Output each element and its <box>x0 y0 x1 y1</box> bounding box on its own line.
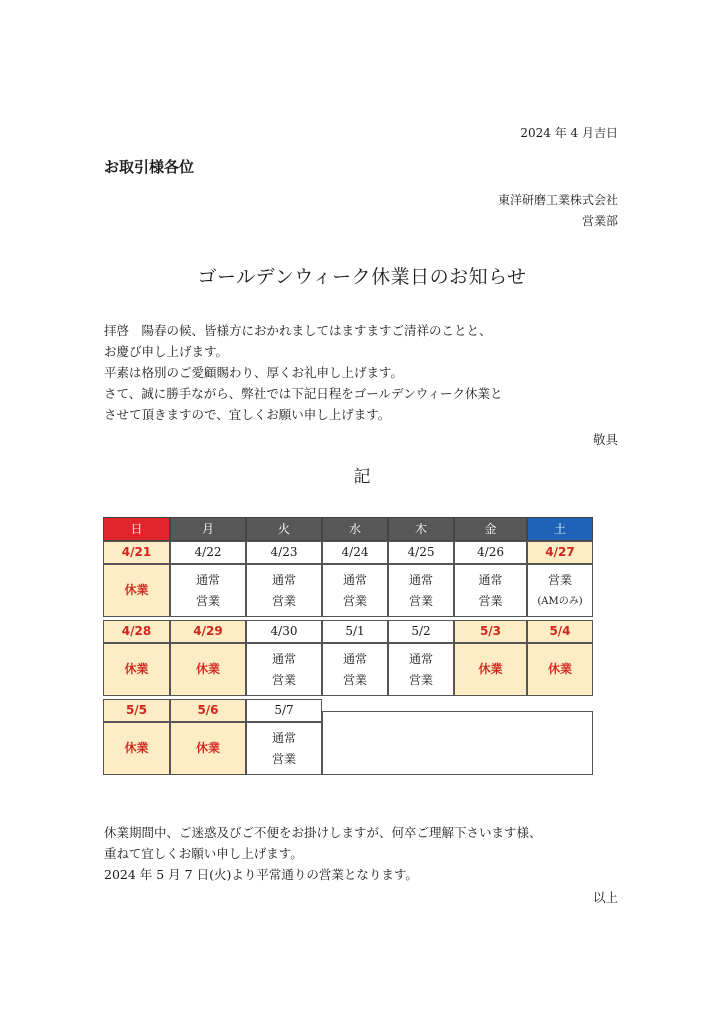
footer-line: 重ねて宜しくお願い申し上げます。 <box>104 846 303 861</box>
status-cell <box>527 564 593 617</box>
weekday-header: 日 <box>103 517 170 541</box>
date-cell: 5/1 <box>322 620 388 643</box>
footer-line: 2024 年 5 月 7 日(火)より平常通りの営業となります。 <box>104 867 418 882</box>
footer-line: 休業期間中、ご迷惑及びご不便をお掛けしますが、何卒ご理解下さいます様、 <box>104 825 542 840</box>
date-cell: 4/30 <box>246 620 322 643</box>
date-cell: 4/28 <box>103 620 170 643</box>
closing-keigu: 敬具 <box>592 432 618 447</box>
closing-ijou: 以上 <box>592 890 618 905</box>
status-cell: 休業 <box>170 722 246 775</box>
date-cell: 5/4 <box>527 620 593 643</box>
date-cell: 4/27 <box>527 541 593 564</box>
status-cell: 通常 営業 <box>246 643 322 696</box>
date-cell: 4/29 <box>170 620 246 643</box>
date-cell: 4/23 <box>246 541 322 564</box>
status-cell: 通常 営業 <box>388 643 454 696</box>
status-cell: 通常 営業 <box>322 643 388 696</box>
company-name: 東洋研磨工業株式会社 <box>497 193 618 207</box>
date-cell: 5/3 <box>454 620 527 643</box>
date-cell: 5/2 <box>388 620 454 643</box>
weekday-header: 木 <box>388 517 454 541</box>
status-cell: 通常 営業 <box>246 564 322 617</box>
weekday-header: 水 <box>322 517 388 541</box>
status-cell: 休業 <box>103 722 170 775</box>
status-cell: 通常 営業 <box>170 564 246 617</box>
status-cell: 通常 営業 <box>454 564 527 617</box>
recipient-line: お取引様各位 <box>104 158 195 176</box>
status-cell: 休業 <box>170 643 246 696</box>
date-cell: 4/21 <box>103 541 170 564</box>
status-cell: 通常 営業 <box>388 564 454 617</box>
notice-title: ゴールデンウィーク休業日のお知らせ <box>197 266 527 288</box>
body-line: お慶び申し上げます。 <box>104 344 229 359</box>
holiday-calendar <box>103 517 593 777</box>
sender-block <box>498 190 618 232</box>
body-line: さて、誠に勝手ながら、弊社では下記日程をゴールデンウィーク休業と <box>104 386 503 401</box>
body-line: 拝啓 陽春の候、皆様方におかれましてはますますご清祥のことと、 <box>104 323 492 338</box>
body-text <box>104 320 503 425</box>
date-cell: 5/5 <box>103 699 170 722</box>
status-text: 営業 <box>547 572 572 587</box>
status-cell: 休業 <box>454 643 527 696</box>
status-cell: 通常 営業 <box>322 564 388 617</box>
status-cell: 通常 営業 <box>246 722 322 775</box>
footer-text <box>104 822 542 885</box>
date-cell: 4/24 <box>322 541 388 564</box>
status-note: (AMのみ) <box>537 595 583 607</box>
date-cell: 5/6 <box>170 699 246 722</box>
date-cell: 4/25 <box>388 541 454 564</box>
empty-calendar-area <box>322 711 593 775</box>
weekday-header: 土 <box>527 517 593 541</box>
status-cell: 休業 <box>103 643 170 696</box>
weekday-header: 月 <box>170 517 246 541</box>
weekday-header: 火 <box>246 517 322 541</box>
document-date: 2024 年 4 月吉日 <box>520 126 618 140</box>
weekday-header: 金 <box>454 517 527 541</box>
status-cell: 休業 <box>527 643 593 696</box>
date-cell: 4/26 <box>454 541 527 564</box>
ki-heading: 記 <box>353 467 371 487</box>
department-name: 営業部 <box>581 214 618 228</box>
date-cell: 5/7 <box>246 699 322 722</box>
body-line: 平素は格別のご愛顧賜わり、厚くお礼申し上げます。 <box>104 365 404 380</box>
status-cell: 休業 <box>103 564 170 617</box>
body-line: させて頂きますので、宜しくお願い申し上げます。 <box>104 407 391 422</box>
date-cell: 4/22 <box>170 541 246 564</box>
